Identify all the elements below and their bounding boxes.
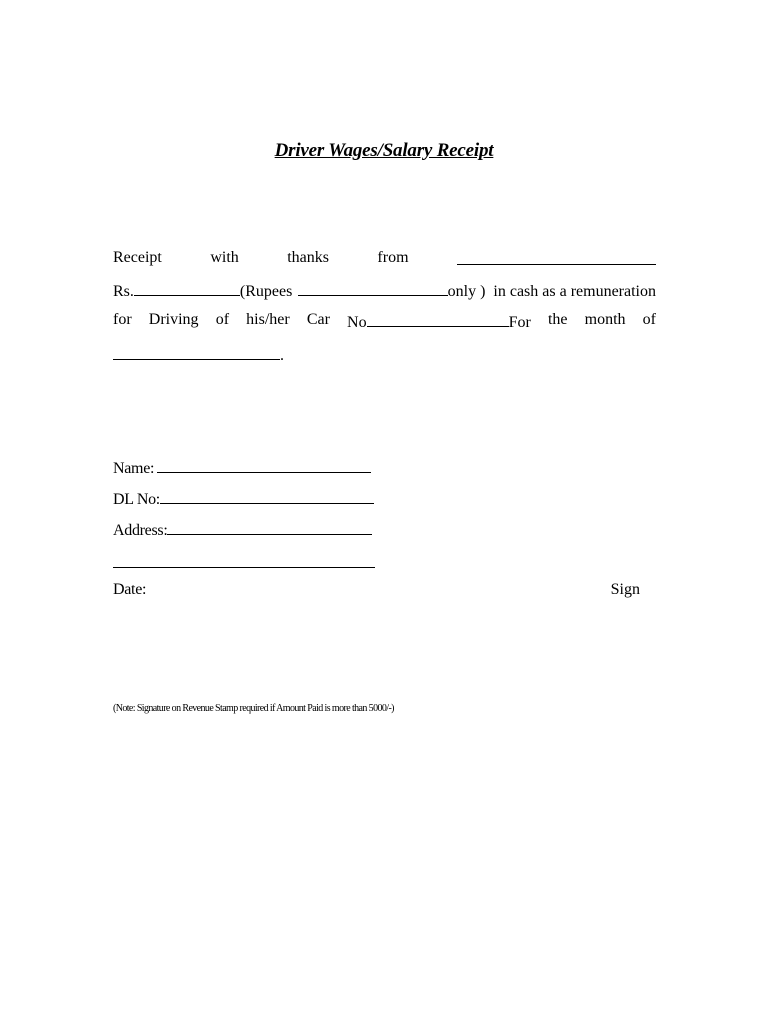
- body-line-4: [113, 343, 656, 366]
- amount-in-words-blank[interactable]: [298, 279, 448, 296]
- date-field: [113, 580, 146, 600]
- name-field: [113, 456, 371, 479]
- body-line-3: [113, 310, 656, 333]
- dl-blank[interactable]: [160, 487, 374, 504]
- document-title: Driver Wages/Salary Receipt: [274, 140, 494, 161]
- payer-name-blank[interactable]: [457, 248, 656, 265]
- word-for-2: For: [508, 314, 531, 331]
- word-month: month: [584, 311, 626, 328]
- no-label: No: [347, 314, 367, 331]
- word-receipt: Receipt: [113, 249, 162, 266]
- rupees-label: (Rupees: [239, 283, 293, 300]
- address-blank-2[interactable]: [113, 551, 375, 568]
- rs-label: Rs.: [113, 283, 134, 300]
- dl-field: [113, 487, 374, 510]
- amount-segment: [113, 279, 292, 302]
- remuneration-text: only ) in cash as a remuneration: [447, 283, 656, 300]
- word-of-2: of: [642, 311, 656, 328]
- word-thanks: thanks: [287, 249, 329, 266]
- sign-label: Sign: [610, 581, 640, 598]
- address-field: [113, 518, 372, 541]
- word-car: Car: [306, 311, 330, 328]
- word-the: the: [547, 311, 568, 328]
- month-blank[interactable]: [113, 343, 280, 360]
- word-with: with: [210, 249, 239, 266]
- period: .: [280, 347, 284, 364]
- revenue-stamp-note: (Note: Signature on Revenue Stamp required if Amount Paid is more than 5000/-): [113, 703, 394, 714]
- body-line-1: [113, 248, 656, 268]
- dl-label: DL No:: [113, 491, 160, 508]
- address-label: Address:: [113, 522, 168, 539]
- amount-blank[interactable]: [134, 279, 240, 296]
- address-blank[interactable]: [167, 518, 372, 535]
- word-from: from: [377, 249, 409, 266]
- word-driving: Driving: [148, 311, 199, 328]
- date-label: Date:: [113, 581, 147, 598]
- car-number-blank[interactable]: [367, 310, 509, 327]
- body-line-2: [113, 279, 656, 302]
- word-of: of: [215, 311, 230, 328]
- car-no-segment: [347, 310, 531, 333]
- word-his-her: his/her: [246, 311, 290, 328]
- word-for: for: [113, 311, 132, 328]
- rupees-words-segment: [298, 279, 656, 302]
- address-line-2: [113, 551, 375, 574]
- name-label: Name:: [113, 460, 155, 477]
- name-blank[interactable]: [157, 456, 371, 473]
